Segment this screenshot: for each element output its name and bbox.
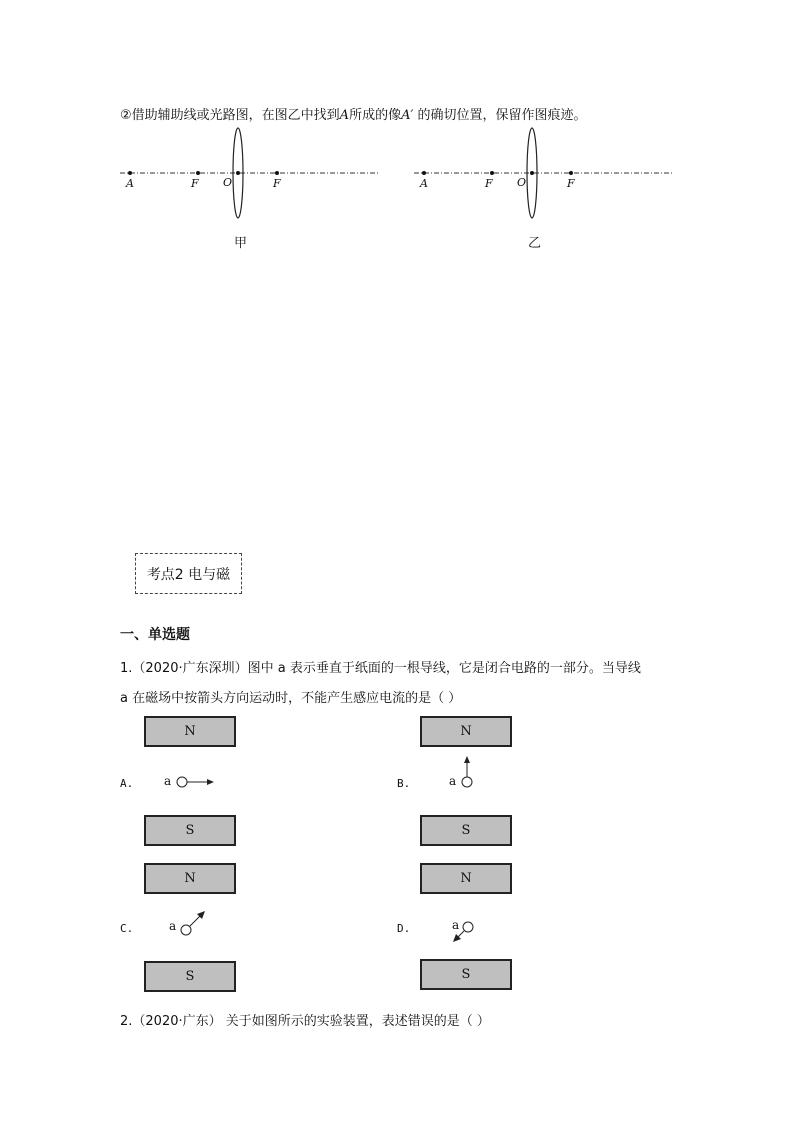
label-o-left: O [223, 176, 233, 189]
intro-text-2: 所成的像 [349, 108, 402, 123]
label-a-left: A [126, 177, 134, 190]
option-b-magnet-s: S [420, 815, 512, 846]
circle-number: ② [120, 108, 132, 123]
option-a-wire-label: a [164, 774, 172, 788]
lens-diagram-right [414, 128, 674, 218]
focus-left-2 [275, 171, 279, 175]
option-b-magnet-n: N [420, 716, 512, 747]
option-c-wire-arrow [176, 908, 208, 940]
focus-right-1 [490, 171, 494, 175]
label-f1-left: F [191, 177, 199, 190]
label-a-right: A [420, 177, 428, 190]
option-d-magnet-s: S [420, 959, 512, 990]
optical-center-left [236, 171, 240, 175]
option-b-label[interactable]: B. [397, 777, 411, 790]
option-c-magnet-n: N [144, 863, 236, 894]
option-b-wire-arrow [457, 754, 477, 792]
intro-text-1: 借助辅助线或光路图，在图乙中找到 [131, 108, 340, 123]
option-d-wire-label: a [452, 918, 460, 932]
image-a-prime-label: A′ [401, 108, 414, 123]
section-box: 考点2 电与磁 [135, 553, 242, 594]
q1-line-2: a 在磁场中按箭头方向运动时，不能产生感应电流的是（ ） [120, 691, 462, 706]
label-o-right: O [517, 176, 527, 189]
option-a-magnet-n: N [144, 716, 236, 747]
caption-left: 甲 [234, 236, 248, 251]
section-heading: 一、单选题 [120, 627, 190, 643]
option-d-label[interactable]: D. [397, 922, 411, 935]
focus-left-1 [196, 171, 200, 175]
option-c-magnet-s: S [144, 961, 236, 992]
q1-line-1: 1.（2020·广东深圳）图中 a 表示垂直于纸面的一根导线，它是闭合电路的一部分。当导线 [120, 661, 641, 676]
lens-diagrams [0, 0, 794, 260]
point-a-right [422, 171, 426, 175]
option-d-wire-arrow [450, 918, 482, 948]
label-f1-right: F [485, 177, 493, 190]
option-a-magnet-s: S [144, 815, 236, 846]
label-f2-left: F [273, 177, 281, 190]
intro-text-3: 的确切位置，保留作图痕迹。 [413, 108, 587, 123]
option-a-wire-arrow [172, 772, 222, 792]
option-c-label[interactable]: C. [120, 922, 134, 935]
option-c-wire-label: a [169, 919, 177, 933]
point-a-label: A [339, 108, 350, 123]
q2-text: 2.（2020·广东） 关于如图所示的实验装置，表述错误的是（ ） [120, 1014, 490, 1029]
lens-diagram-left [120, 128, 380, 218]
option-d-magnet-n: N [420, 863, 512, 894]
point-a-left [128, 171, 132, 175]
option-b-wire-label: a [449, 774, 457, 788]
optical-center-right [530, 171, 534, 175]
focus-right-2 [569, 171, 573, 175]
caption-right: 乙 [528, 236, 542, 251]
label-f2-right: F [567, 177, 575, 190]
option-a-label[interactable]: A. [120, 777, 134, 790]
